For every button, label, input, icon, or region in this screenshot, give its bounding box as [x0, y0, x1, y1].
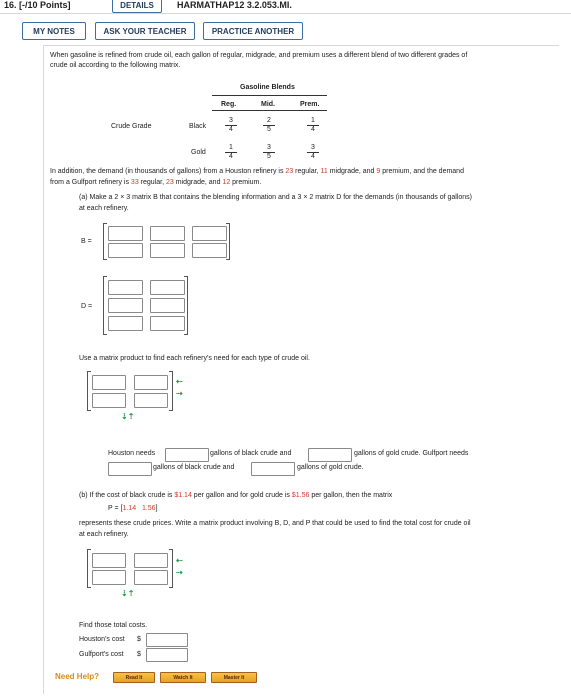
gallons-gold-label: gallons of gold crude. — [297, 464, 364, 471]
add-column-arrow-icon[interactable]: ⇠ — [176, 377, 183, 386]
add-column-arrow-icon-b[interactable]: ⇠ — [176, 556, 183, 565]
matrix-b-input-1-2[interactable] — [150, 226, 185, 241]
houston-needs-label: Houston needs — [108, 450, 156, 457]
remove-column-arrow-icon-b[interactable]: ⇢ — [176, 568, 183, 577]
product-a-input-2-2[interactable] — [134, 393, 168, 408]
product-a-left-bracket — [87, 371, 91, 411]
matrix-d-input-3-1[interactable] — [108, 316, 143, 331]
product-b-input-2-1[interactable] — [92, 570, 126, 585]
matrix-d-input-1-1[interactable] — [108, 280, 143, 295]
demand-line-2: from a Gulfport refinery is 33 regular, 23 midgrade, and 12 premium. — [50, 179, 262, 186]
houston-gold-input[interactable] — [308, 448, 352, 462]
intro-line-1: When gasoline is refined from crude oil, each gallon of regular, midgrade, and premium uses a different blend of two different grades of — [50, 52, 468, 59]
product-a-right-bracket — [169, 371, 173, 411]
houston-cost-input[interactable] — [146, 633, 188, 647]
fraction-black-reg: $\frac{3}{4}$ — [225, 117, 237, 134]
row-label-crude-grade: Crude Grade — [111, 123, 152, 130]
my-notes-button[interactable]: MY NOTES — [22, 22, 86, 40]
part-b-line-1: (b) If the cost of black crude is $1.14 per gallon and for gold crude is $1.56 per gallon, then the matrix — [79, 492, 393, 499]
matrix-d-label: D = — [81, 303, 93, 310]
add-remove-row-arrows-icon-b[interactable]: ⇣⇡ — [121, 589, 135, 598]
fraction-gold-mid: $\frac{3}{5}$ — [263, 144, 275, 161]
matrix-b-input-2-2[interactable] — [150, 243, 185, 258]
row-label-gold: Gold — [191, 149, 206, 156]
matrix-d-input-3-2[interactable] — [150, 316, 185, 331]
product-b-input-1-1[interactable] — [92, 553, 126, 568]
find-costs-label: Find those total costs. — [79, 622, 148, 629]
matrix-d-input-1-2[interactable] — [150, 280, 185, 295]
product-b-left-bracket — [87, 549, 91, 588]
product-b-input-1-2[interactable] — [134, 553, 168, 568]
gulfport-black-input[interactable] — [108, 462, 152, 476]
gallons-black-and-label-2: gallons of black crude and — [153, 464, 235, 471]
product-a-input-2-1[interactable] — [92, 393, 126, 408]
matrix-b-input-1-1[interactable] — [108, 226, 143, 241]
table-title-underline — [212, 95, 327, 96]
gallons-black-and-label: gallons of black crude and — [210, 450, 292, 457]
houston-cost-label: Houston's cost — [79, 636, 125, 643]
dollar-sign: $ — [137, 636, 141, 643]
matrix-d-left-bracket — [103, 276, 107, 335]
fraction-black-prem: $\frac{1}{4}$ — [307, 117, 319, 134]
add-remove-row-arrows-icon[interactable]: ⇣⇡ — [121, 412, 135, 421]
gulfport-gold-input[interactable] — [251, 462, 295, 476]
intro-line-2: crude oil according to the following matrix. — [50, 62, 181, 69]
fraction-black-mid: $\frac{2}{5}$ — [263, 117, 275, 134]
product-a-input-1-2[interactable] — [134, 375, 168, 390]
matrix-b-input-2-3[interactable] — [192, 243, 227, 258]
col-header-reg: Reg. — [221, 101, 237, 108]
gulfport-cost-input[interactable] — [146, 648, 188, 662]
matrix-b-input-2-1[interactable] — [108, 243, 143, 258]
table-header-underline — [212, 110, 327, 111]
dollar-sign-2: $ — [137, 651, 141, 658]
matrix-b-left-bracket — [103, 223, 107, 260]
product-a-input-1-1[interactable] — [92, 375, 126, 390]
remove-column-arrow-icon[interactable]: ⇢ — [176, 389, 183, 398]
need-help-label: Need Help? — [55, 672, 100, 681]
master-it-button[interactable]: Master It — [211, 672, 257, 683]
fraction-gold-prem: $\frac{3}{4}$ — [307, 144, 319, 161]
product-b-right-bracket — [169, 549, 173, 588]
part-a-line-1: (a) Make a 2 × 3 matrix B that contains the blending information and a 3 × 2 matrix D for the demands (in thousands of gallons) — [79, 194, 472, 201]
houston-black-input[interactable] — [165, 448, 209, 462]
part-b-line-3: at each refinery. — [79, 531, 129, 538]
question-number: 16. [-/10 Points] — [4, 0, 71, 10]
details-button[interactable]: DETAILS — [112, 0, 162, 13]
matrix-d-input-2-2[interactable] — [150, 298, 185, 313]
table-title: Gasoline Blends — [240, 84, 295, 91]
col-header-mid: Mid. — [261, 101, 275, 108]
gallons-gold-gulfport-label: gallons of gold crude. Gulfport needs — [354, 450, 469, 457]
matrix-b-input-1-3[interactable] — [192, 226, 227, 241]
matrix-b-label: B = — [81, 238, 92, 245]
ask-teacher-button[interactable]: ASK YOUR TEACHER — [95, 22, 195, 40]
part-a-line-2: at each refinery. — [79, 205, 129, 212]
matrix-d-input-2-1[interactable] — [108, 298, 143, 313]
practice-another-button[interactable]: PRACTICE ANOTHER — [203, 22, 303, 40]
matrix-product-instruction: Use a matrix product to find each refinery's need for each type of crude oil. — [79, 355, 310, 362]
watch-it-button[interactable]: Watch It — [160, 672, 206, 683]
part-b-line-2: represents these crude prices. Write a matrix product involving B, D, and P that could be used to find the total cost for crude oil — [79, 520, 471, 527]
gulfport-cost-label: Gulfport's cost — [79, 651, 124, 658]
price-matrix-p: P = [1.14 1.56] — [108, 505, 158, 512]
read-it-button[interactable]: Read It — [113, 672, 155, 683]
row-label-black: Black — [189, 123, 207, 130]
header-divider — [0, 13, 571, 14]
col-header-prem: Prem. — [300, 101, 320, 108]
demand-line-1: In addition, the demand (in thousands of gallons) from a Houston refinery is 23 regular, 11 midgrade, and 9 premium, and the demand — [50, 168, 464, 175]
problem-code: HARMATHAP12 3.2.053.MI. — [177, 0, 292, 10]
fraction-gold-reg: $\frac{1}{4}$ — [225, 144, 237, 161]
product-b-input-2-2[interactable] — [134, 570, 168, 585]
